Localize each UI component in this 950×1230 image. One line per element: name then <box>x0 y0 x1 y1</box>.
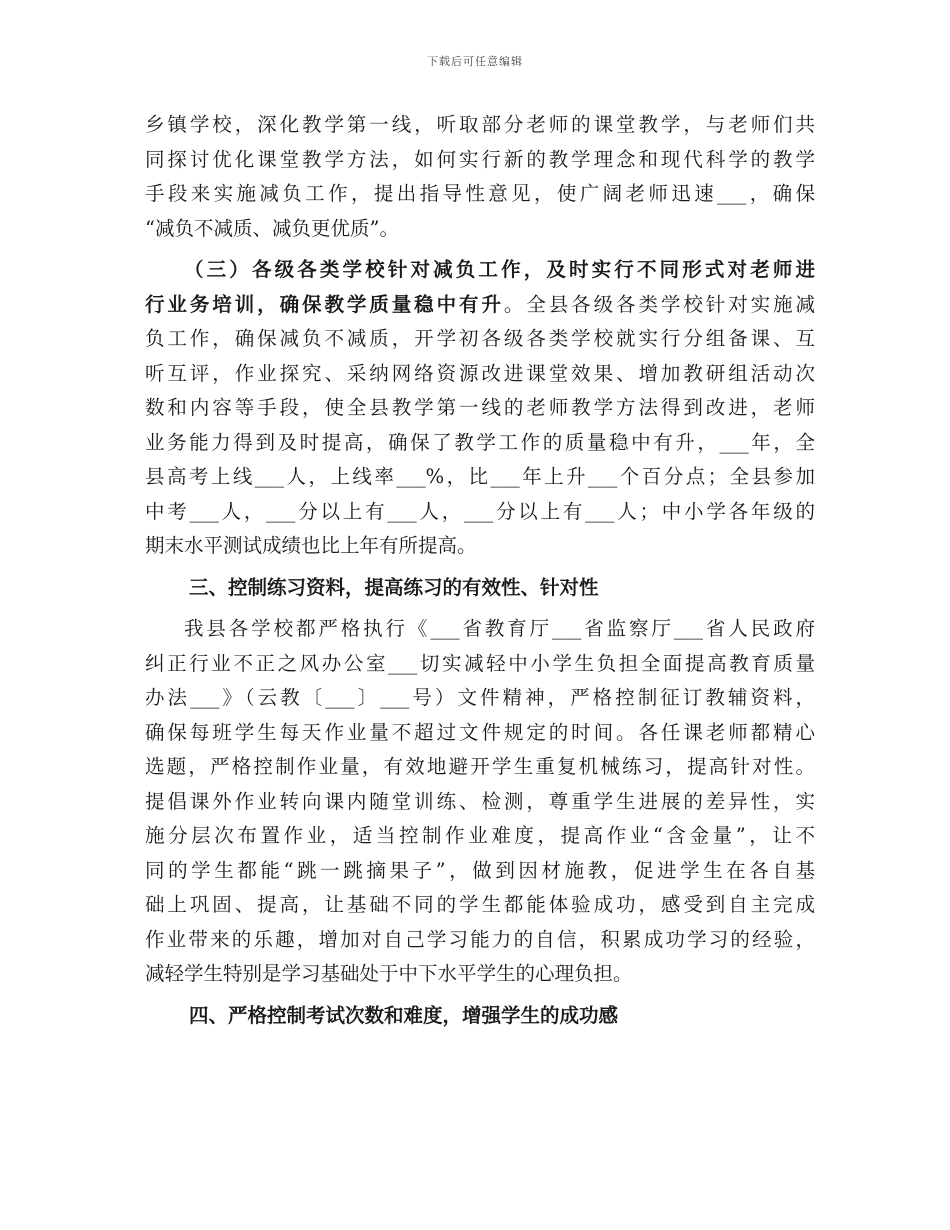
paragraph-2 <box>145 253 815 564</box>
section-heading-4: 四、严格控制考试次数和难度，增强学生的成功感 <box>189 1003 619 1027</box>
text-line: 期末水平测试成绩也比上年有所提高。 <box>145 534 477 557</box>
text-line: 同的学生都能“跳一跳摘果子”，做到因材施教，促进学生在各自基 <box>145 858 815 882</box>
text-line: 负工作，确保减负不减质，开学初各级各类学校就实行分组备课、互 <box>145 327 815 350</box>
paragraph-1 <box>145 108 815 246</box>
text-line: 作业带来的乐趣，增加对自己学习能力的自信，积累成功学习的经验， <box>145 927 815 951</box>
paragraph-3 <box>145 612 815 992</box>
text-line: 中考___人，___分以上有___人，___分以上有___人；中小学各年级的 <box>145 499 815 523</box>
section-heading-3: 三、控制练习资料，提高练习的有效性、针对性 <box>189 575 599 599</box>
text-line: 乡镇学校，深化教学第一线，听取部分老师的课堂教学，与老师们共 <box>145 113 815 136</box>
text-span: 。全县各级各类学校针对实施减 <box>503 292 815 316</box>
text-line: 听互评，作业探究、采纳网络资源改进课堂效果、增加教研组活动次 <box>145 361 815 385</box>
page-header: 下载后可任意编辑 <box>427 55 523 68</box>
text-line: 纠正行业不正之风办公室___切实减轻中小学生负担全面提高教育质量 <box>145 651 815 675</box>
bold-lead-line: （三）各级各类学校针对减负工作，及时实行不同形式对老师进 <box>184 258 815 281</box>
text-line: 数和内容等手段，使全县教学第一线的老师教学方法得到改进，老师 <box>145 396 815 419</box>
bold-lead-text: 行业务培训，确保教学质量稳中有升 <box>145 292 504 316</box>
text-line: 选题，严格控制作业量，有效地避开学生重复机械练习，提高针对性。 <box>145 755 815 778</box>
text-line: 础上巩固、提高，让基础不同的学生都能体验成功，感受到自主完成 <box>145 893 815 916</box>
text-line: 我县各学校都严格执行《___省教育厅___省监察厅___省人民政府 <box>184 617 815 640</box>
text-line: 提倡课外作业转向课内随堂训练、检测，尊重学生进展的差异性，实 <box>145 789 815 813</box>
text-line: 业务能力得到及时提高，确保了教学工作的质量稳中有升，___年，全 <box>145 430 815 454</box>
text-line: “减负不减质、减负更优质”。 <box>145 216 399 240</box>
text-line: 同探讨优化课堂教学方法，如何实行新的教学理念和现代科学的教学 <box>145 147 815 171</box>
text-line: 减轻学生特别是学习基础处于中下水平学生的心理负担。 <box>145 962 633 985</box>
text-line: 办法___》（云教〔___〕___号）文件精神，严格控制征订教辅资料， <box>145 686 815 709</box>
text-line: 确保每班学生每天作业量不超过文件规定的时间。各任课老师都精心 <box>145 720 815 744</box>
text-line: 县高考上线___人，上线率___%，比___年上升___个百分点；全县参加 <box>145 465 815 488</box>
document-body <box>145 108 815 1033</box>
text-line <box>145 288 815 323</box>
text-line: 手段来实施减负工作，提出指导性意见，使广阔老师迅速___，确保 <box>145 182 815 205</box>
text-line: 施分层次布置作业，适当控制作业难度，提高作业“含金量”，让不 <box>145 824 815 847</box>
